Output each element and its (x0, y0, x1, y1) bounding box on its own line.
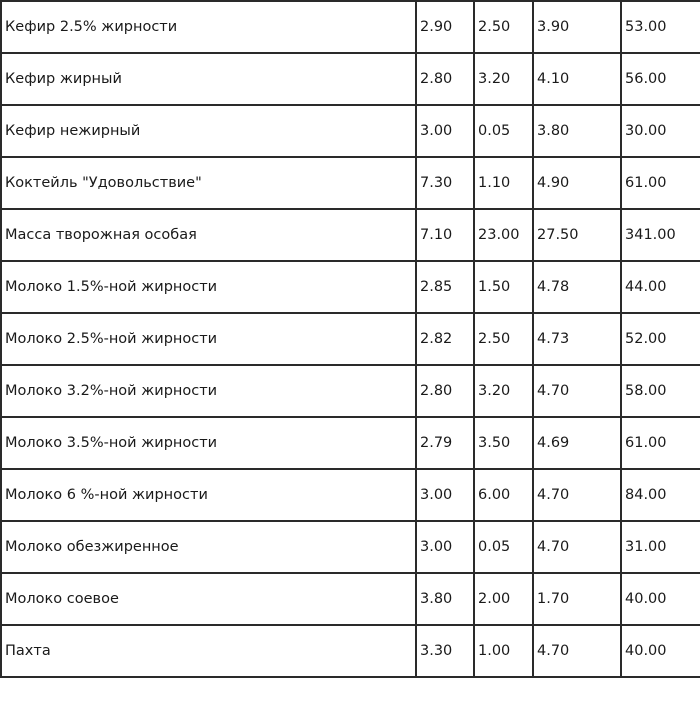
product-name-cell: Молоко 2.5%-ной жирности (1, 313, 416, 365)
product-name-cell: Кефир жирный (1, 53, 416, 105)
protein-cell: 3.00 (416, 521, 474, 573)
fat-cell: 2.00 (474, 573, 533, 625)
product-name-cell: Молоко 1.5%-ной жирности (1, 261, 416, 313)
fat-cell: 1.00 (474, 625, 533, 677)
kcal-cell: 58.00 (621, 365, 700, 417)
carbs-cell: 4.73 (533, 313, 621, 365)
fat-cell: 3.20 (474, 365, 533, 417)
kcal-cell: 56.00 (621, 53, 700, 105)
carbs-cell: 4.78 (533, 261, 621, 313)
table-row (1, 157, 700, 209)
table-row (1, 209, 700, 261)
kcal-cell: 341.00 (621, 209, 700, 261)
product-name-cell: Кефир 2.5% жирности (1, 1, 416, 53)
protein-cell: 2.80 (416, 53, 474, 105)
table-row (1, 521, 700, 573)
table-row (1, 53, 700, 105)
kcal-cell: 31.00 (621, 521, 700, 573)
table-row (1, 365, 700, 417)
carbs-cell: 4.70 (533, 521, 621, 573)
protein-cell: 3.00 (416, 105, 474, 157)
product-name-cell: Масса творожная особая (1, 209, 416, 261)
table-row (1, 469, 700, 521)
kcal-cell: 30.00 (621, 105, 700, 157)
product-name-cell: Пахта (1, 625, 416, 677)
kcal-cell: 52.00 (621, 313, 700, 365)
table-row (1, 105, 700, 157)
fat-cell: 1.50 (474, 261, 533, 313)
protein-cell: 3.00 (416, 469, 474, 521)
table-row (1, 573, 700, 625)
kcal-cell: 53.00 (621, 1, 700, 53)
product-name-cell: Молоко соевое (1, 573, 416, 625)
protein-cell: 2.79 (416, 417, 474, 469)
product-name-cell: Молоко 3.2%-ной жирности (1, 365, 416, 417)
fat-cell: 6.00 (474, 469, 533, 521)
kcal-cell: 40.00 (621, 625, 700, 677)
fat-cell: 0.05 (474, 105, 533, 157)
kcal-cell: 61.00 (621, 157, 700, 209)
carbs-cell: 1.70 (533, 573, 621, 625)
product-name-cell: Кефир нежирный (1, 105, 416, 157)
fat-cell: 2.50 (474, 313, 533, 365)
carbs-cell: 27.50 (533, 209, 621, 261)
fat-cell: 23.00 (474, 209, 533, 261)
protein-cell: 2.90 (416, 1, 474, 53)
fat-cell: 2.50 (474, 1, 533, 53)
kcal-cell: 44.00 (621, 261, 700, 313)
carbs-cell: 4.69 (533, 417, 621, 469)
fat-cell: 0.05 (474, 521, 533, 573)
product-name-cell: Молоко 6 %-ной жирности (1, 469, 416, 521)
fat-cell: 3.50 (474, 417, 533, 469)
fat-cell: 1.10 (474, 157, 533, 209)
protein-cell: 7.30 (416, 157, 474, 209)
fat-cell: 3.20 (474, 53, 533, 105)
table-row (1, 417, 700, 469)
protein-cell: 2.85 (416, 261, 474, 313)
kcal-cell: 61.00 (621, 417, 700, 469)
product-name-cell: Коктейль "Удовольствие" (1, 157, 416, 209)
carbs-cell: 3.80 (533, 105, 621, 157)
kcal-cell: 40.00 (621, 573, 700, 625)
carbs-cell: 4.10 (533, 53, 621, 105)
protein-cell: 3.30 (416, 625, 474, 677)
protein-cell: 3.80 (416, 573, 474, 625)
carbs-cell: 4.90 (533, 157, 621, 209)
protein-cell: 2.82 (416, 313, 474, 365)
protein-cell: 2.80 (416, 365, 474, 417)
product-name-cell: Молоко 3.5%-ной жирности (1, 417, 416, 469)
table-row (1, 313, 700, 365)
carbs-cell: 3.90 (533, 1, 621, 53)
carbs-cell: 4.70 (533, 625, 621, 677)
table-row (1, 261, 700, 313)
table-row (1, 625, 700, 677)
kcal-cell: 84.00 (621, 469, 700, 521)
carbs-cell: 4.70 (533, 365, 621, 417)
protein-cell: 7.10 (416, 209, 474, 261)
table-row (1, 1, 700, 53)
product-name-cell: Молоко обезжиренное (1, 521, 416, 573)
carbs-cell: 4.70 (533, 469, 621, 521)
